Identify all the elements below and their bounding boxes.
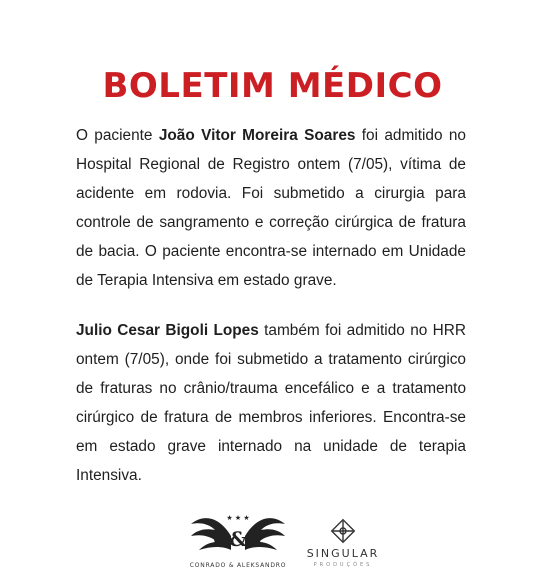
ca-logo (183, 506, 293, 574)
winged-stars-logo-icon (183, 506, 293, 562)
singular-logo (298, 518, 388, 573)
patient-1-name: João Vitor Moreira Soares (158, 127, 356, 144)
ca-logo-subtitle: CONRADO & ALEKSANDRO (189, 562, 287, 569)
paragraph-1-body: foi admitido no Hospital Regional de Registro ontem (7/05), vítima de acidente em rodovia. Foi submetido a cirurgia para controle de sangramento e correção cirúrgica de fratura de bacia. O paciente encontra-se internado em Unidade de Terapia Intensiva em estado grave. (76, 127, 466, 289)
paragraph-patient-2 (76, 316, 466, 490)
paragraph-patient-1 (76, 121, 466, 295)
svg-text:C&A: C&A (213, 527, 263, 551)
page-title: BOLETIM MÉDICO (102, 66, 443, 106)
singular-logo-subtitle: PRODUÇÕES (313, 562, 373, 568)
svg-text:★ ★ ★: ★ ★ ★ (226, 514, 250, 522)
singular-emblem-icon (298, 518, 388, 546)
singular-logo-name: SINGULAR (306, 547, 380, 560)
paragraph-1-intro: O paciente (76, 127, 159, 144)
paragraph-2-body: também foi admitido no HRR ontem (7/05), onde foi submetido a tratamento cirúrgico de fraturas no crânio/trauma encefálico e a tratamento cirúrgico de fratura de membros inferiores. Encontra-se em estado grave internado na unidade de terapia Intensiva. (76, 322, 466, 484)
patient-2-name: Julio Cesar Bigoli Lopes (76, 322, 259, 339)
